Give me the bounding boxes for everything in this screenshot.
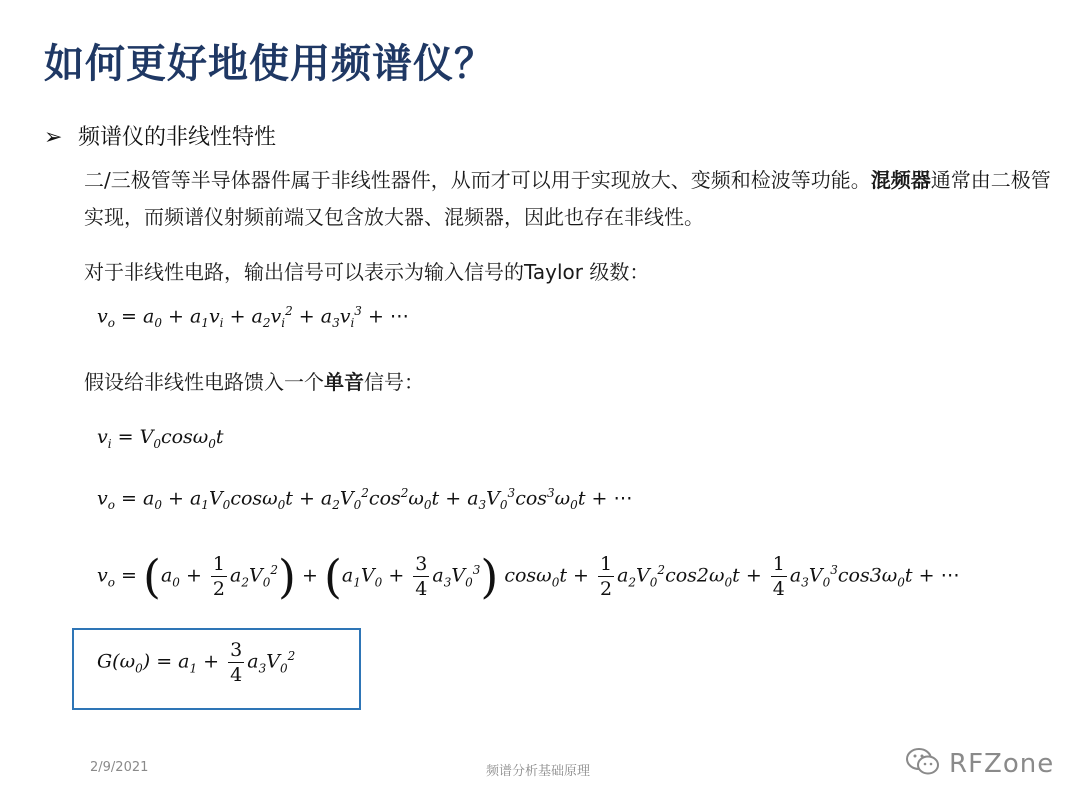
single-tone-paragraph bbox=[84, 364, 1059, 401]
intro-text-a: 二/三极管等半导体器件属于非线性器件，从而才可以用于实现放大、变频和检波等功能。 bbox=[84, 168, 871, 192]
wechat-icon bbox=[905, 746, 941, 782]
logo-text: RFZone bbox=[949, 749, 1055, 779]
equation-taylor: $v_o = a_0 + a_1v_i + a_2v_i^2 + a_3v_i^3$ + ⋯ bbox=[97, 304, 409, 331]
footer-title: 频谱分析基础原理 bbox=[486, 764, 591, 779]
tone-text-b: 信号： bbox=[364, 370, 424, 394]
taylor-paragraph: 对于非线性电路，输出信号可以表示为输入信号的Taylor 级数： bbox=[84, 260, 650, 284]
equation-gain: $G(\omega_0) = a_1$ + $\frac{3}{4}$ $a_3V_0^2$ bbox=[97, 639, 296, 686]
page-title: 如何更好地使用频谱仪？ bbox=[44, 40, 495, 87]
intro-text-b: 通常由二极管实现，而频谱仪射频前端又包含放大器、混频器，因此也存在非线性。 bbox=[84, 168, 1051, 229]
equation-input: $v_i = V_0\cos\omega_0t$ bbox=[97, 426, 224, 451]
bullet-heading bbox=[44, 120, 276, 151]
intro-paragraph bbox=[84, 162, 1059, 236]
arrow-bullet-icon: ➢ bbox=[44, 125, 63, 150]
equation-harmonics: $v_o = (a_0$ + $\frac{1}{2}$ $a_2V_0^2) + (a_1V_0$ + $\frac{3}{4}$ $a_3V_0^3$) cosω$_0$t + $\frac{1}{2}$ $a_2V_0^2\cos 2\omega_0t$ + $\frac{1}{4}$ $a_3V_0^3\cos 3\omega_0t$ + ⋯ bbox=[97, 549, 960, 604]
tone-text-a: 假设给非线性电路馈入一个 bbox=[84, 370, 324, 394]
footer-date: 2/9/2021 bbox=[90, 760, 149, 775]
equation-expansion: $v_o = a_0 + a_1V_0\cos\omega_0t + a_2V_0^2\cos^2\omega_0t + a_3V_0^3\cos^3\omega_0t$ + ⋯ bbox=[97, 486, 633, 513]
bullet-text: 频谱仪的非线性特性 bbox=[78, 125, 277, 150]
rfzone-logo bbox=[905, 746, 1054, 782]
tone-bold: 单音 bbox=[324, 370, 364, 394]
intro-bold-mixer: 混频器 bbox=[870, 168, 931, 192]
